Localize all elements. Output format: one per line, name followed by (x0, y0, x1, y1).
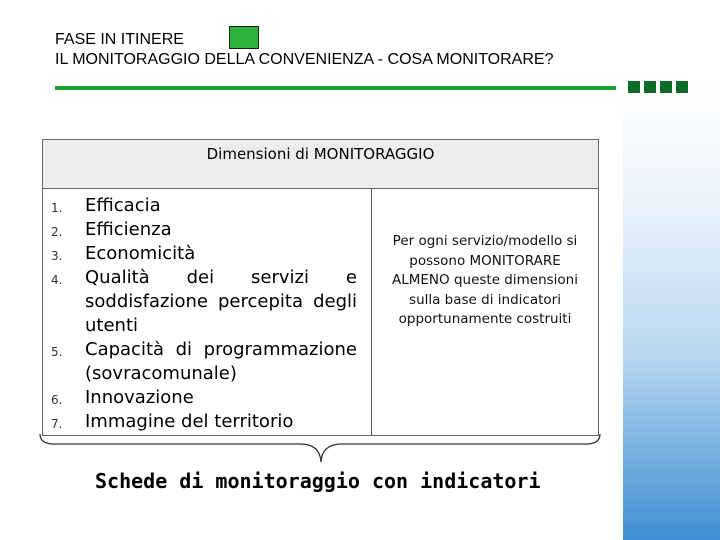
item-number: 6. (51, 393, 63, 407)
list-item (43, 194, 371, 218)
list-item (43, 242, 371, 266)
title-line-2: IL MONITORAGGIO DELLA CONVENIENZA - COSA MONITORARE? (55, 51, 554, 68)
item-number: 2. (51, 225, 63, 239)
square-4 (676, 81, 688, 93)
dimensions-column (43, 189, 372, 435)
list-item (43, 218, 371, 242)
green-marker-box (229, 26, 259, 49)
list-item (43, 338, 371, 386)
page-title (55, 30, 553, 70)
item-number: 1. (51, 201, 63, 215)
item-number: 5. (51, 345, 63, 359)
item-text: Economicità (85, 243, 196, 264)
item-text: Capacità di programmazione (sovracomunale) (85, 339, 357, 384)
list-item (43, 410, 371, 434)
item-number: 3. (51, 249, 63, 263)
list-item (43, 266, 371, 338)
dimensions-list (43, 189, 371, 434)
square-3 (660, 81, 672, 93)
item-number: 7. (51, 417, 63, 431)
decorative-squares (628, 81, 688, 93)
square-2 (644, 81, 656, 93)
title-line-1: FASE IN ITINERE (55, 31, 184, 48)
list-item (43, 386, 371, 410)
item-text: Efficacia (85, 195, 161, 216)
green-divider-line (55, 86, 616, 90)
square-1 (628, 81, 640, 93)
item-number: 4. (51, 273, 63, 287)
decorative-gradient-band (623, 80, 720, 540)
item-text: Efficienza (85, 219, 172, 240)
item-text: Immagine del territorio (85, 411, 294, 432)
item-text: Qualità dei servizi e soddisfazione percepita degli utenti (85, 267, 357, 336)
note-column (372, 189, 598, 435)
dimensions-table (42, 139, 599, 436)
footer-caption: Schede di monitoraggio con indicatori (95, 469, 541, 493)
monitoring-note: Per ogni servizio/modello si possono MONITORARE ALMENO queste dimensioni sulla base di indicatori opportunamente costruiti (392, 233, 578, 327)
table-header: Dimensioni di MONITORAGGIO (43, 140, 598, 189)
item-text: Innovazione (85, 387, 194, 408)
